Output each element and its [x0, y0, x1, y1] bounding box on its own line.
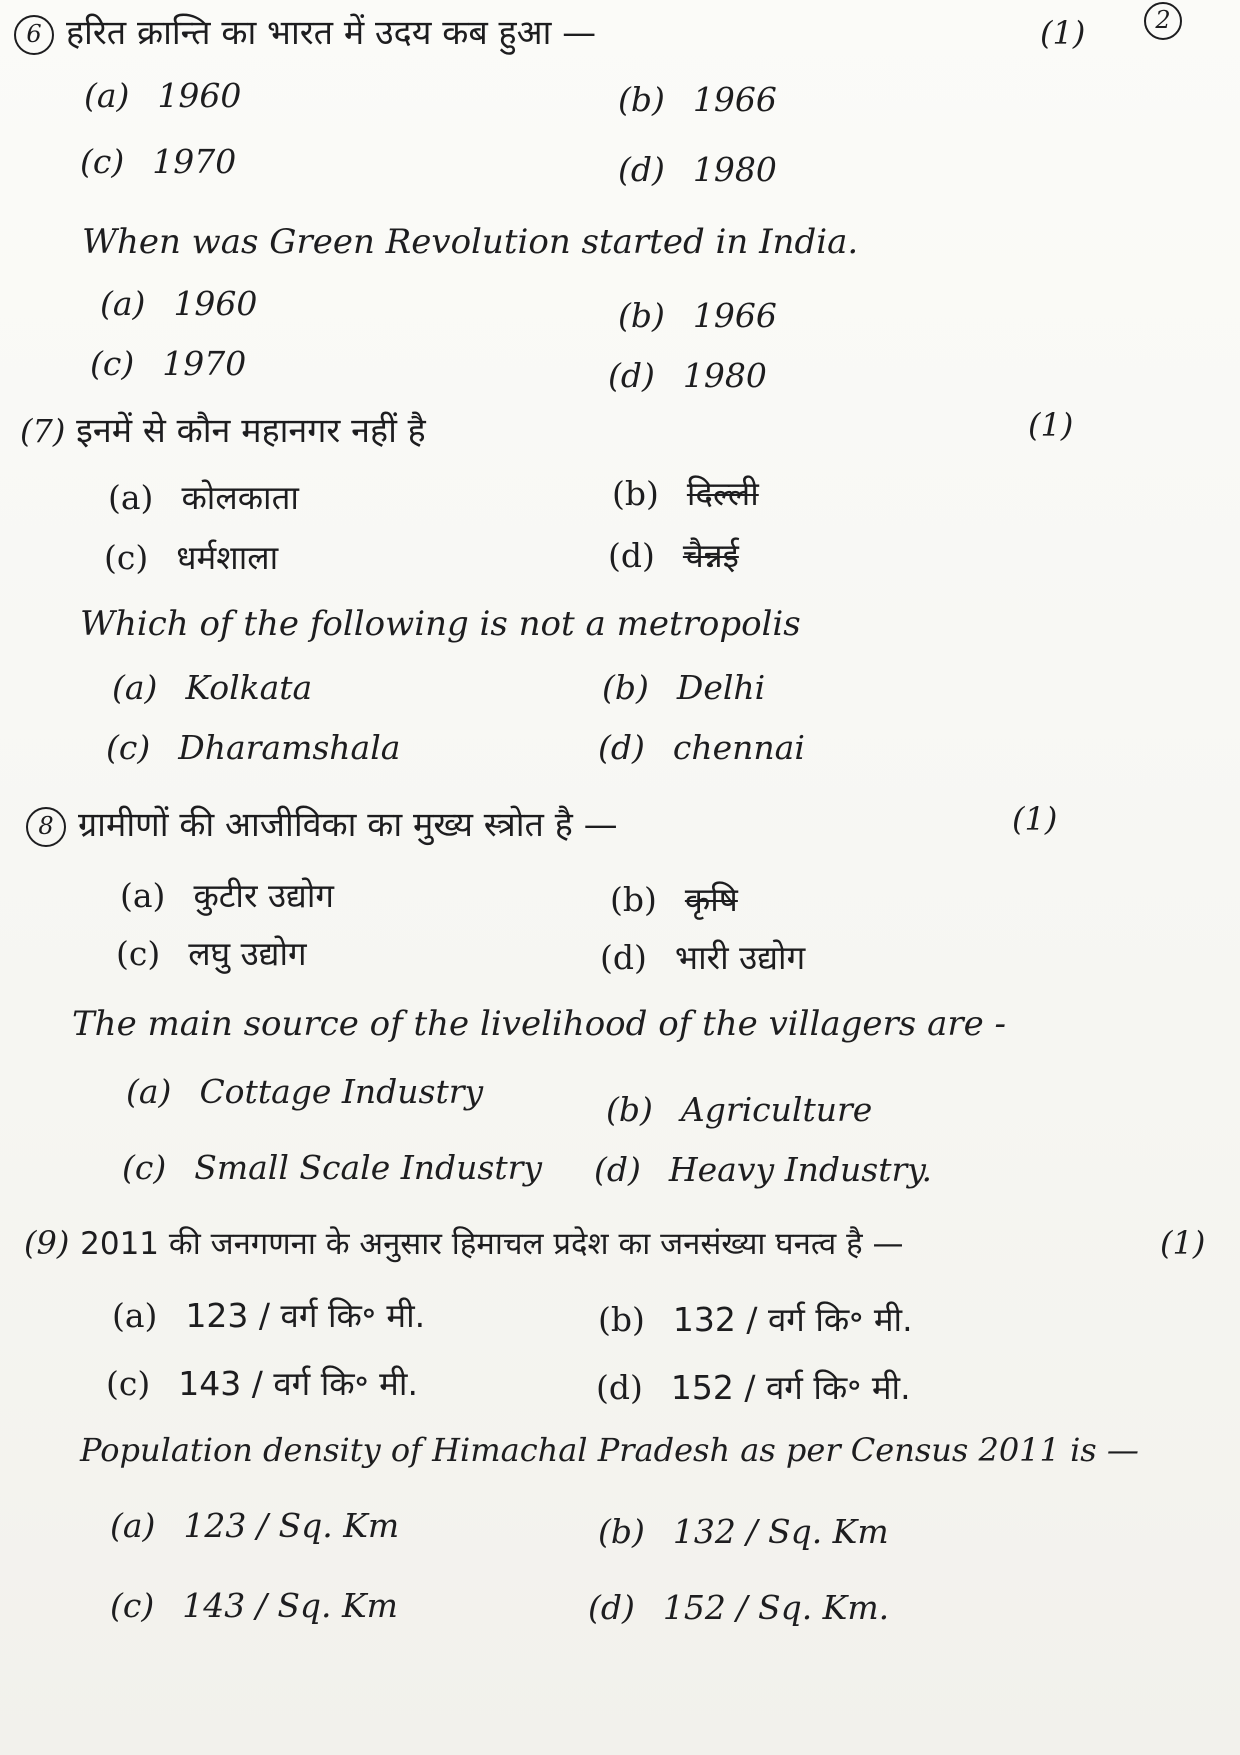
option-b: (b) 1966 — [618, 296, 777, 335]
question-number: 8 — [26, 807, 66, 847]
option-text: 132 / Sq. Km — [672, 1512, 889, 1551]
option-a: (a) कुटीर उद्योग — [120, 876, 334, 915]
question-9-english-line — [80, 1430, 1139, 1470]
option-text: 1960 — [157, 76, 242, 115]
question-number: 6 — [14, 15, 54, 55]
option-d: (d) 152 / Sq. Km. — [588, 1588, 890, 1627]
question-text-english: The main source of the livelihood of the villagers are - — [72, 1004, 1007, 1044]
marks-label: (1) — [1040, 14, 1086, 52]
option-text: भारी उद्योग — [674, 938, 806, 977]
option-d: (d) 1980 — [618, 150, 777, 189]
option-c: (c) 1970 — [80, 142, 237, 181]
question-text-hindi: ग्रामीणों की आजीविका का मुख्य स्त्रोत है — — [78, 805, 618, 845]
option-b: (b) 132 / वर्ग कि॰ मी. — [598, 1300, 913, 1339]
option-text: Small Scale Industry — [194, 1148, 543, 1187]
option-c: (c) लघु उद्योग — [116, 934, 307, 973]
option-d: (d) chennai — [598, 728, 805, 767]
option-text: 1980 — [682, 356, 767, 395]
option-text: धर्मशाला — [176, 538, 279, 577]
option-a: (a) 1960 — [100, 284, 258, 323]
option-text: 1966 — [692, 80, 777, 119]
question-text-hindi: इनमें से कौन महानगर नहीं है — [76, 411, 426, 451]
option-d: (d) 1980 — [608, 356, 767, 395]
option-a: (a) 123 / Sq. Km — [110, 1506, 400, 1545]
option-c: (c) Dharamshala — [106, 728, 401, 767]
question-text-english: Population density of Himachal Pradesh as per Census 2011 is — — [80, 1431, 1139, 1469]
question-7-hindi-line — [20, 406, 426, 452]
marks-label: (1) — [1160, 1224, 1206, 1262]
option-d: (d) Heavy Industry. — [594, 1150, 933, 1189]
option-a: (a) 123 / वर्ग कि॰ मी. — [112, 1296, 426, 1335]
option-b: (b) दिल्ली — [612, 474, 759, 513]
question-9-hindi-line — [24, 1222, 903, 1264]
option-b: (b) Agriculture — [606, 1090, 873, 1129]
option-text: Heavy Industry. — [668, 1150, 933, 1189]
marks-label: (1) — [1012, 800, 1058, 838]
option-text: Delhi — [676, 668, 766, 707]
option-d: (d) चैन्नई — [608, 536, 739, 575]
option-text: लघु उद्योग — [188, 934, 307, 973]
option-a: (a) 1960 — [84, 76, 242, 115]
question-text-english: Which of the following is not a metropolis — [80, 604, 801, 644]
option-a: (a) कोलकाता — [108, 478, 299, 517]
option-text: कोलकाता — [181, 478, 299, 517]
option-text: कुटीर उद्योग — [193, 876, 334, 915]
option-text: chennai — [672, 728, 805, 767]
marks-label: (1) — [1028, 406, 1074, 444]
option-text: दिल्ली — [686, 474, 759, 513]
option-c: (c) धर्मशाला — [104, 538, 279, 577]
option-a: (a) Kolkata — [112, 668, 313, 707]
option-text: 152 / वर्ग कि॰ मी. — [670, 1368, 911, 1407]
question-text-hindi: 2011 की जनगणना के अनुसार हिमाचल प्रदेश का जनसंख्या घनत्व है — — [80, 1226, 904, 1262]
option-c: (c) 1970 — [90, 344, 247, 383]
question-text-english: When was Green Revolution started in India. — [82, 222, 859, 262]
option-text: कृषि — [684, 880, 738, 919]
option-text: 123 / वर्ग कि॰ मी. — [185, 1296, 426, 1335]
page-number: 2 — [1144, 2, 1182, 40]
question-8-english-line — [72, 1004, 1006, 1044]
option-a: (a) Cottage Industry — [126, 1072, 484, 1111]
question-text-hindi: हरित क्रान्ति का भारत में उदय कब हुआ — — [66, 13, 597, 53]
option-text: 132 / वर्ग कि॰ मी. — [672, 1300, 913, 1339]
option-text: 1970 — [152, 142, 237, 181]
option-text: Agriculture — [680, 1090, 873, 1129]
option-b: (b) Delhi — [602, 668, 766, 707]
option-text: 143 / Sq. Km — [182, 1586, 398, 1625]
option-text: 1970 — [162, 344, 247, 383]
option-text: 1966 — [692, 296, 777, 335]
option-d: (d) 152 / वर्ग कि॰ मी. — [596, 1368, 911, 1407]
option-d: (d) भारी उद्योग — [600, 938, 806, 977]
option-text: Cottage Industry — [199, 1072, 484, 1111]
option-text: 123 / Sq. Km — [183, 1506, 400, 1545]
question-6-hindi-line — [14, 8, 596, 55]
option-text: 152 / Sq. Km. — [662, 1588, 890, 1627]
option-text: 143 / वर्ग कि॰ मी. — [178, 1364, 418, 1403]
question-number: (9) — [24, 1224, 70, 1262]
option-text: Dharamshala — [178, 728, 401, 767]
option-text: चैन्नई — [682, 536, 739, 575]
question-8-hindi-line — [26, 800, 618, 847]
option-b: (b) कृषि — [610, 880, 738, 919]
option-text: 1960 — [173, 284, 258, 323]
option-c: (c) Small Scale Industry — [122, 1148, 543, 1187]
option-text: Kolkata — [185, 668, 313, 707]
question-7-english-line — [80, 604, 801, 644]
option-c: (c) 143 / वर्ग कि॰ मी. — [106, 1364, 418, 1403]
question-6-english-line — [82, 222, 858, 262]
option-text: 1980 — [692, 150, 777, 189]
option-c: (c) 143 / Sq. Km — [110, 1586, 398, 1625]
option-b: (b) 132 / Sq. Km — [598, 1512, 889, 1551]
question-number: (7) — [20, 412, 66, 450]
option-b: (b) 1966 — [618, 80, 777, 119]
